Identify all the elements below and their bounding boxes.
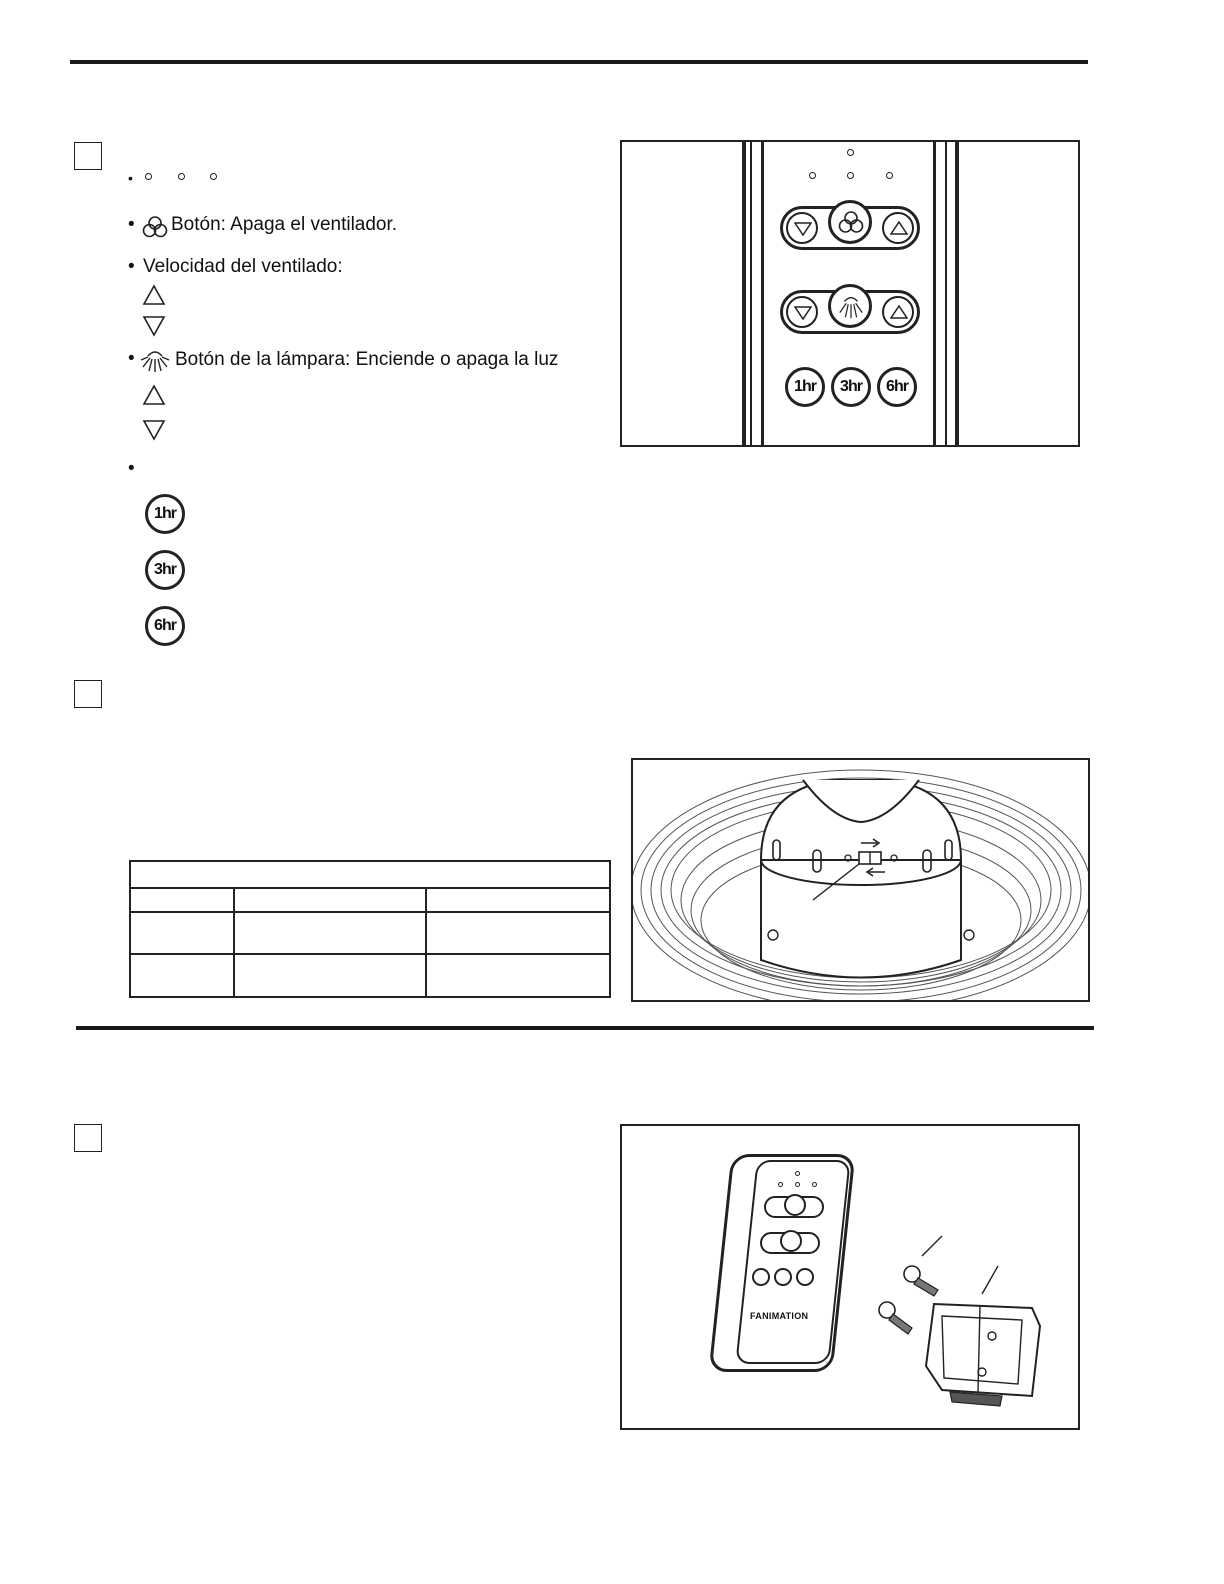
- remote-timer-1hr-button: 1hr: [785, 367, 825, 407]
- light-down-button: [786, 296, 818, 328]
- remote-panel-figure: [620, 140, 1080, 447]
- led-dot: [178, 173, 185, 180]
- mini-timer-button: [796, 1268, 814, 1286]
- timer-6hr-icon: 6hr: [145, 606, 185, 646]
- led-dot: [847, 149, 854, 156]
- fan-button-text: Botón: Apaga el ventilador.: [171, 214, 398, 235]
- fan-down-button: [786, 212, 818, 244]
- triangle-down-icon: [142, 419, 166, 441]
- led-indicator-row: [128, 170, 228, 184]
- led-dot: [778, 1182, 783, 1187]
- remote-edge-right-inner: [933, 142, 947, 447]
- timer-3hr-icon: 3hr: [145, 550, 185, 590]
- step-box-3: [74, 1124, 102, 1152]
- motor-housing-figure: [631, 758, 1090, 1002]
- light-button-line: [128, 348, 588, 374]
- remote-edge-left: [742, 142, 746, 447]
- triangle-up-icon: [142, 284, 166, 306]
- mini-fan-toggle-button: [784, 1194, 806, 1216]
- top-divider: [70, 60, 1088, 64]
- table-cell: [234, 912, 426, 954]
- led-dot: [812, 1182, 817, 1187]
- led-dot: [795, 1171, 800, 1176]
- fan-speed-text: Velocidad del ventilado:: [143, 256, 343, 277]
- triangle-down-icon: [794, 306, 812, 320]
- fan-icon: [142, 215, 168, 239]
- light-toggle-button: [828, 284, 872, 328]
- triangle-down-icon: [142, 315, 166, 337]
- fan-icon: [838, 210, 864, 236]
- triangle-down-icon: [794, 222, 812, 236]
- lamp-icon: [837, 293, 865, 321]
- table-cell: [130, 888, 234, 912]
- remote-timer-6hr-button: 6hr: [877, 367, 917, 407]
- light-button-text: Botón de la lámpara: Enciende o apaga la luz: [175, 349, 559, 370]
- bullet: •: [128, 348, 135, 369]
- table-cell: [426, 954, 610, 997]
- lamp-icon: [140, 348, 170, 374]
- led-dot: [210, 173, 217, 180]
- table-cell: [130, 954, 234, 997]
- table-cell: [130, 912, 234, 954]
- section-divider: [76, 1026, 1094, 1030]
- remote-timer-3hr-button: 3hr: [831, 367, 871, 407]
- fan-toggle-button: [828, 200, 872, 244]
- table-cell: [426, 912, 610, 954]
- timer-1hr-icon: 1hr: [145, 494, 185, 534]
- mini-timer-button: [752, 1268, 770, 1286]
- mini-timer-button: [774, 1268, 792, 1286]
- triangle-up-icon: [890, 221, 908, 235]
- led-dot: [847, 172, 854, 179]
- fan-up-button: [882, 212, 914, 244]
- led-dot: [145, 173, 152, 180]
- light-up-button: [882, 296, 914, 328]
- table-header-cell: [130, 861, 610, 888]
- triangle-up-icon: [142, 384, 166, 406]
- fan-housing-illustration: [633, 760, 1088, 1000]
- table-cell: [234, 954, 426, 997]
- led-dot: [809, 172, 816, 179]
- bullet: •: [128, 458, 135, 479]
- step-box-2: [74, 680, 102, 708]
- triangle-up-icon: [890, 305, 908, 319]
- led-dot: [886, 172, 893, 179]
- table-cell: [426, 888, 610, 912]
- fan-speed-line: [128, 256, 428, 280]
- remote-brand-label: FANIMATION: [750, 1311, 809, 1321]
- wall-holder-illustration: [872, 1216, 1072, 1416]
- bullet: •: [128, 170, 133, 186]
- fan-button-line: [128, 214, 528, 238]
- remote-edge-left-inner: [750, 142, 764, 447]
- dip-switch-table: [129, 860, 611, 998]
- mini-light-toggle-button: [780, 1230, 802, 1252]
- table-cell: [234, 888, 426, 912]
- bullet: •: [128, 256, 135, 277]
- step-box-1: [74, 142, 102, 170]
- remote-holder-figure: [620, 1124, 1080, 1430]
- bullet: •: [128, 214, 135, 235]
- led-dot: [795, 1182, 800, 1187]
- remote-edge-right: [955, 142, 959, 447]
